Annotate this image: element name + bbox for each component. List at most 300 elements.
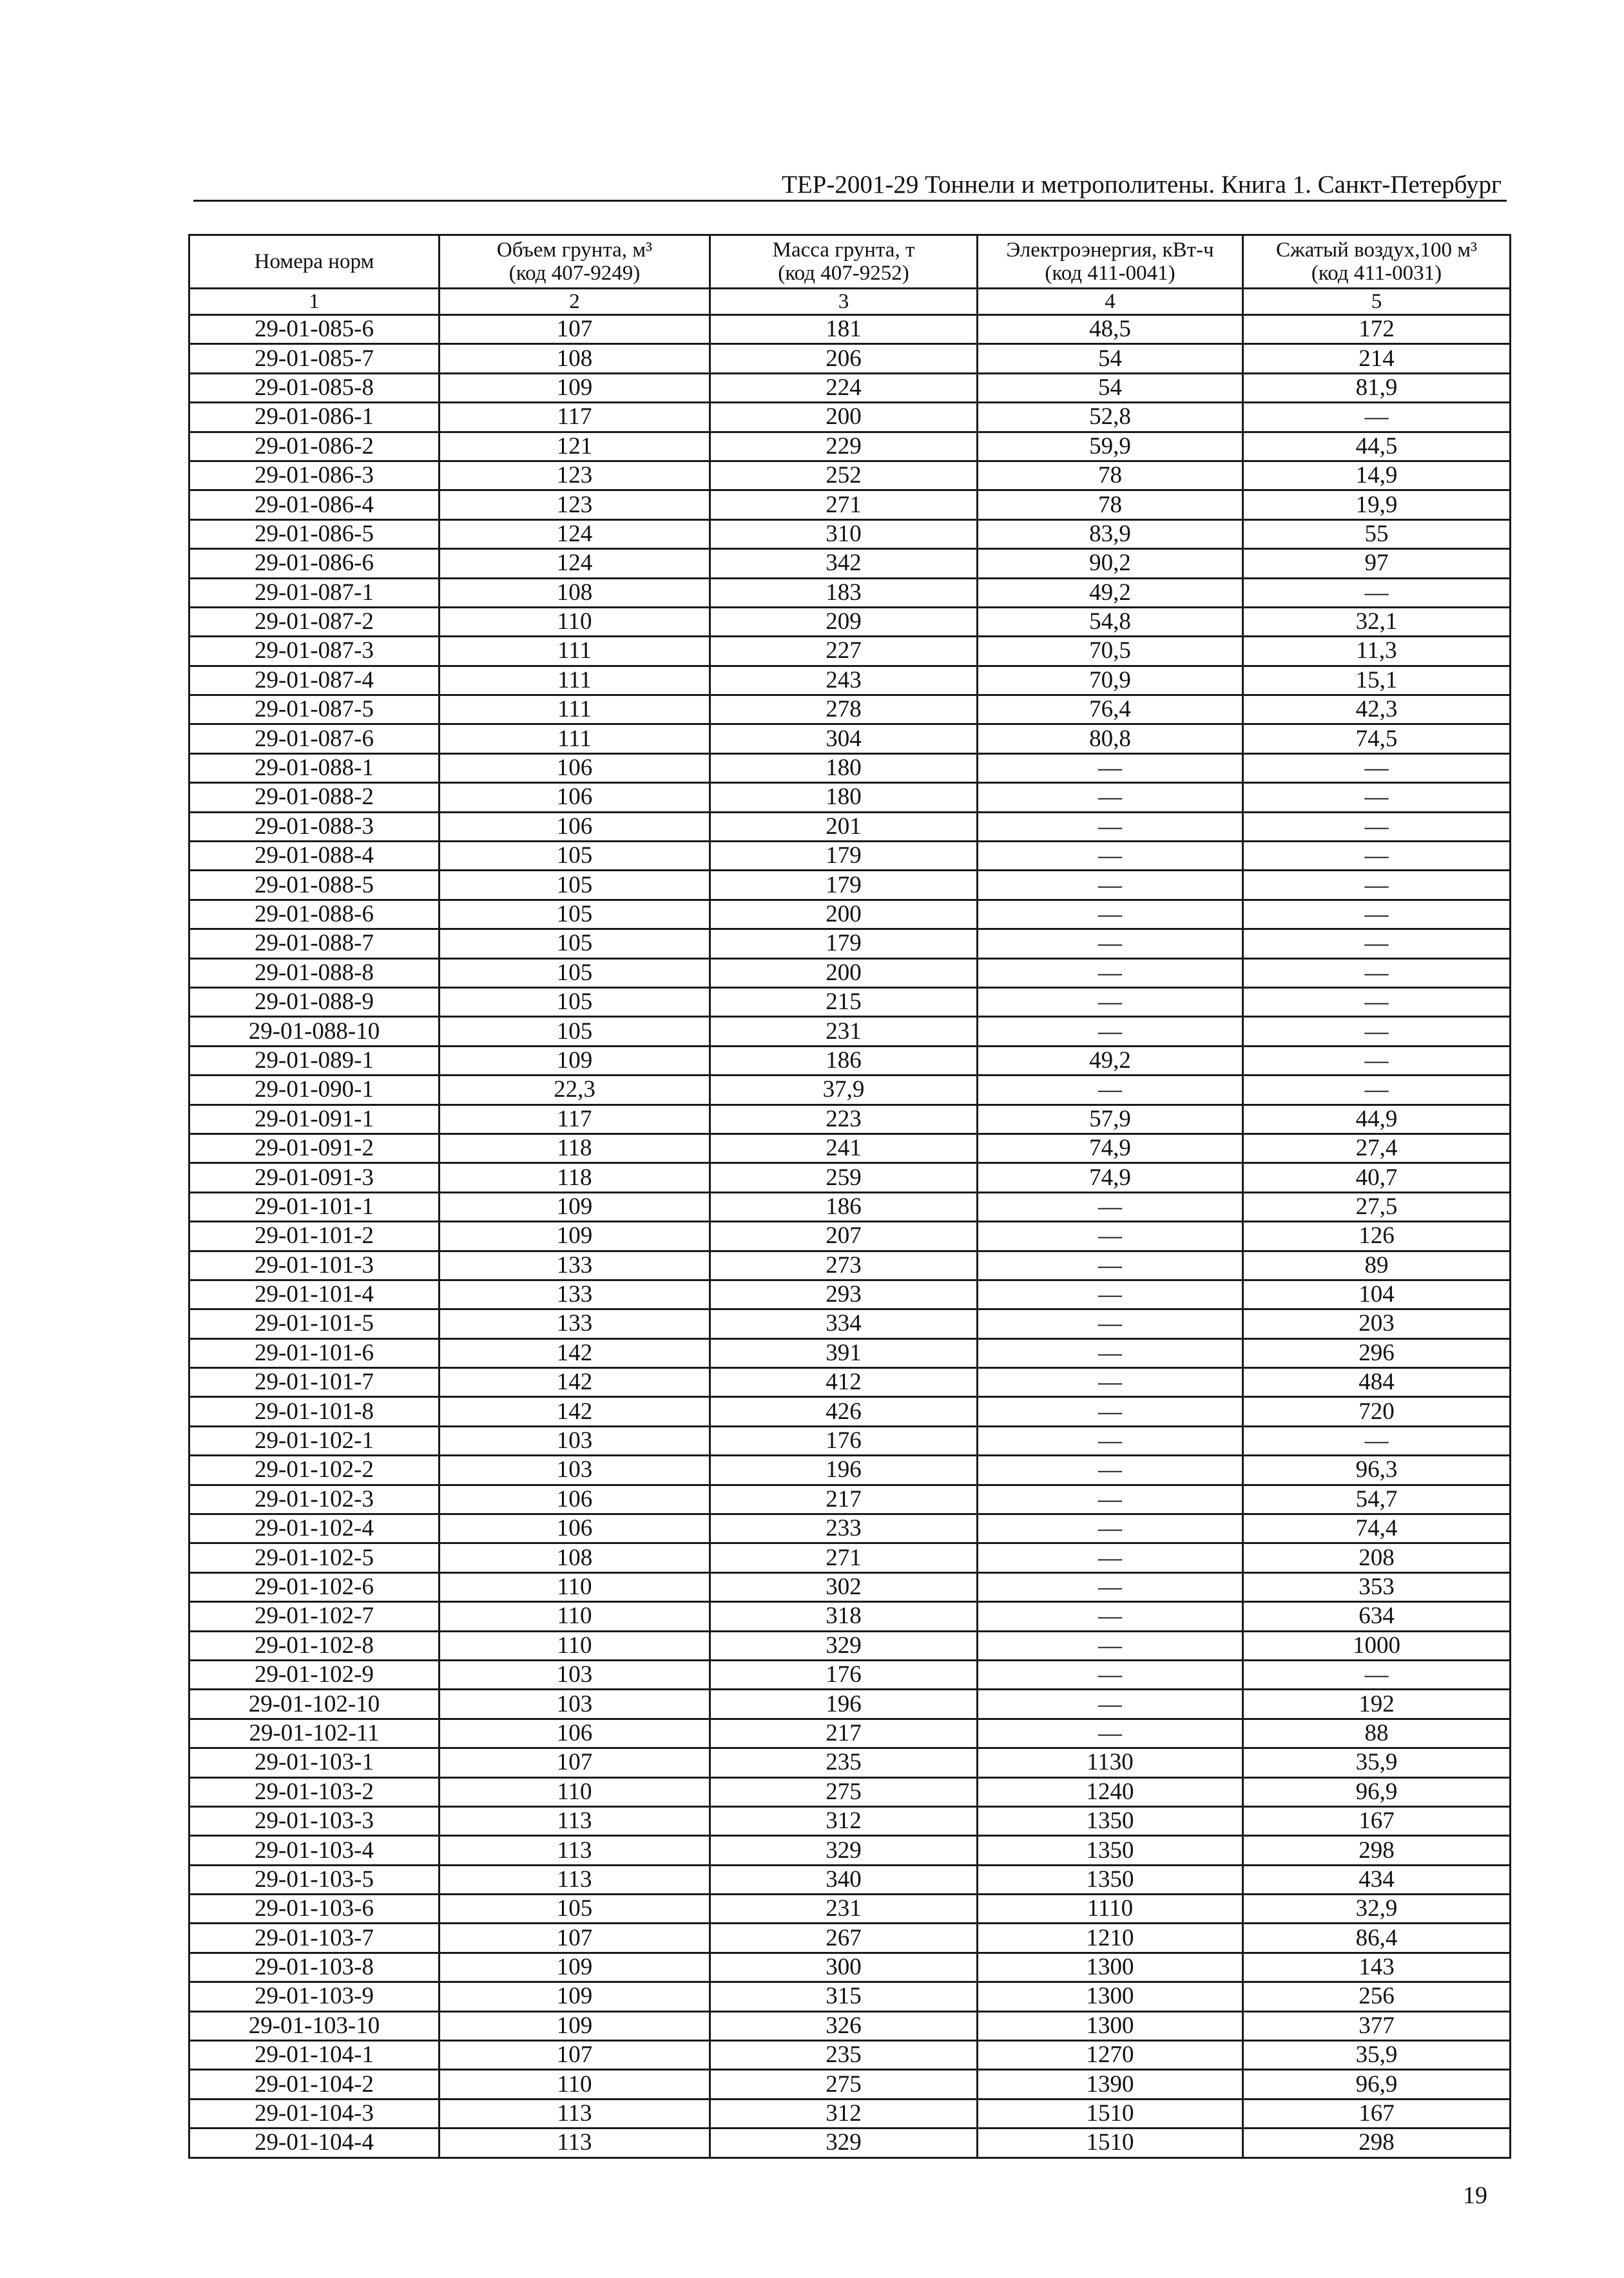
soil-mass-cell: 183 xyxy=(710,578,978,607)
norm-number-cell: 29-01-087-5 xyxy=(189,695,440,724)
electricity-cell: 70,5 xyxy=(978,637,1243,666)
table-row xyxy=(189,1953,1511,1982)
norm-number-cell: 29-01-085-6 xyxy=(189,315,440,344)
norm-number-cell: 29-01-087-2 xyxy=(189,607,440,636)
page-number: 19 xyxy=(1463,2182,1487,2209)
norm-number-cell: 29-01-088-2 xyxy=(189,783,440,812)
soil-volume-cell: 109 xyxy=(440,1982,710,2011)
soil-mass-cell: 334 xyxy=(710,1309,978,1338)
column-number: 3 xyxy=(710,289,978,315)
column-header-code: (код 411-0041) xyxy=(1045,262,1175,285)
soil-mass-cell: 412 xyxy=(710,1368,978,1397)
electricity-cell: 48,5 xyxy=(978,315,1243,344)
soil-volume-cell: 124 xyxy=(440,519,710,548)
table-row xyxy=(189,987,1511,1016)
soil-mass-cell: 200 xyxy=(710,900,978,929)
soil-mass-cell: 209 xyxy=(710,607,978,636)
electricity-cell: 1240 xyxy=(978,1777,1243,1806)
compressed-air-cell: 172 xyxy=(1243,315,1511,344)
compressed-air-cell: 44,9 xyxy=(1243,1105,1511,1134)
electricity-cell: 78 xyxy=(978,461,1243,490)
electricity-cell: — xyxy=(978,987,1243,1016)
compressed-air-cell: 256 xyxy=(1243,1982,1511,2011)
soil-mass-cell: 215 xyxy=(710,987,978,1016)
soil-mass-cell: 235 xyxy=(710,1748,978,1777)
norm-number-cell: 29-01-102-9 xyxy=(189,1660,440,1689)
norm-number-cell: 29-01-101-8 xyxy=(189,1397,440,1426)
electricity-cell: — xyxy=(978,812,1243,841)
table-row xyxy=(189,1017,1511,1046)
soil-volume-cell: 107 xyxy=(440,1748,710,1777)
compressed-air-cell: 203 xyxy=(1243,1309,1511,1338)
soil-mass-cell: 243 xyxy=(710,666,978,695)
norm-number-cell: 29-01-088-6 xyxy=(189,900,440,929)
compressed-air-cell: — xyxy=(1243,1046,1511,1075)
table-row xyxy=(189,2070,1511,2099)
electricity-cell: 70,9 xyxy=(978,666,1243,695)
soil-mass-cell: 206 xyxy=(710,344,978,373)
soil-volume-cell: 133 xyxy=(440,1251,710,1280)
soil-mass-cell: 186 xyxy=(710,1046,978,1075)
norm-number-cell: 29-01-086-3 xyxy=(189,461,440,490)
table-row xyxy=(189,1280,1511,1309)
electricity-cell: 90,2 xyxy=(978,549,1243,578)
compressed-air-cell: 81,9 xyxy=(1243,373,1511,402)
soil-mass-cell: 179 xyxy=(710,842,978,871)
table-row xyxy=(189,1602,1511,1631)
soil-volume-cell: 103 xyxy=(440,1660,710,1689)
soil-volume-cell: 113 xyxy=(440,2099,710,2128)
soil-mass-cell: 227 xyxy=(710,637,978,666)
soil-mass-cell: 259 xyxy=(710,1163,978,1192)
table-row xyxy=(189,315,1511,344)
norm-number-cell: 29-01-086-4 xyxy=(189,490,440,519)
table-row xyxy=(189,1222,1511,1251)
compressed-air-cell: 208 xyxy=(1243,1543,1511,1572)
table-row xyxy=(189,403,1511,432)
electricity-cell: — xyxy=(978,1719,1243,1748)
electricity-cell: — xyxy=(978,1426,1243,1455)
table-row xyxy=(189,1192,1511,1221)
soil-mass-cell: 37,9 xyxy=(710,1076,978,1105)
norms-table xyxy=(188,234,1511,2159)
table-row xyxy=(189,666,1511,695)
electricity-cell: — xyxy=(978,900,1243,929)
soil-mass-cell: 217 xyxy=(710,1485,978,1514)
soil-mass-cell: 229 xyxy=(710,432,978,461)
electricity-cell: 54,8 xyxy=(978,607,1243,636)
soil-mass-cell: 293 xyxy=(710,1280,978,1309)
compressed-air-cell: 484 xyxy=(1243,1368,1511,1397)
soil-volume-cell: 106 xyxy=(440,753,710,782)
table-row xyxy=(189,607,1511,636)
column-number: 4 xyxy=(978,289,1243,315)
norm-number-cell: 29-01-086-2 xyxy=(189,432,440,461)
soil-mass-cell: 217 xyxy=(710,1719,978,1748)
table-row xyxy=(189,1690,1511,1719)
compressed-air-cell: 97 xyxy=(1243,549,1511,578)
soil-volume-cell: 124 xyxy=(440,549,710,578)
norm-number-cell: 29-01-101-4 xyxy=(189,1280,440,1309)
soil-mass-cell: 200 xyxy=(710,958,978,987)
soil-mass-cell: 278 xyxy=(710,695,978,724)
soil-volume-cell: 110 xyxy=(440,1572,710,1601)
soil-volume-cell: 106 xyxy=(440,812,710,841)
electricity-cell: — xyxy=(978,1631,1243,1660)
electricity-cell: 74,9 xyxy=(978,1134,1243,1163)
soil-mass-cell: 342 xyxy=(710,549,978,578)
compressed-air-cell: — xyxy=(1243,1017,1511,1046)
soil-mass-cell: 179 xyxy=(710,929,978,958)
soil-mass-cell: 196 xyxy=(710,1456,978,1485)
column-header-code: (код 407-9249) xyxy=(508,262,641,285)
compressed-air-cell: 35,9 xyxy=(1243,1748,1511,1777)
norm-number-cell: 29-01-085-7 xyxy=(189,344,440,373)
electricity-cell: 54 xyxy=(978,344,1243,373)
soil-volume-cell: 113 xyxy=(440,1836,710,1865)
electricity-cell: 1350 xyxy=(978,1836,1243,1865)
compressed-air-cell: — xyxy=(1243,958,1511,987)
soil-volume-cell: 118 xyxy=(440,1163,710,1192)
column-header xyxy=(978,235,1243,289)
norm-number-cell: 29-01-101-2 xyxy=(189,1222,440,1251)
soil-volume-cell: 107 xyxy=(440,2041,710,2070)
soil-volume-cell: 103 xyxy=(440,1456,710,1485)
table-row xyxy=(189,637,1511,666)
table-row xyxy=(189,1806,1511,1835)
electricity-cell: 1350 xyxy=(978,1865,1243,1894)
compressed-air-cell: — xyxy=(1243,1426,1511,1455)
norm-number-cell: 29-01-102-11 xyxy=(189,1719,440,1748)
soil-mass-cell: 273 xyxy=(710,1251,978,1280)
electricity-cell: 1110 xyxy=(978,1895,1243,1924)
table-header-row xyxy=(189,235,1511,289)
compressed-air-cell: 377 xyxy=(1243,2011,1511,2040)
table-row xyxy=(189,1924,1511,1953)
soil-mass-cell: 201 xyxy=(710,812,978,841)
norm-number-cell: 29-01-102-8 xyxy=(189,1631,440,1660)
compressed-air-cell: 296 xyxy=(1243,1338,1511,1367)
table-row xyxy=(189,373,1511,402)
electricity-cell: — xyxy=(978,1280,1243,1309)
soil-mass-cell: 426 xyxy=(710,1397,978,1426)
compressed-air-cell: 214 xyxy=(1243,344,1511,373)
table-row xyxy=(189,1076,1511,1105)
norm-number-cell: 29-01-087-1 xyxy=(189,578,440,607)
electricity-cell: 1510 xyxy=(978,2099,1243,2128)
compressed-air-cell: 74,5 xyxy=(1243,724,1511,753)
soil-mass-cell: 315 xyxy=(710,1982,978,2011)
soil-volume-cell: 110 xyxy=(440,1602,710,1631)
table-row xyxy=(189,1338,1511,1367)
norm-number-cell: 29-01-090-1 xyxy=(189,1076,440,1105)
electricity-cell: — xyxy=(978,1397,1243,1426)
compressed-air-cell: 74,4 xyxy=(1243,1514,1511,1543)
table-row xyxy=(189,578,1511,607)
electricity-cell: 57,9 xyxy=(978,1105,1243,1134)
soil-mass-cell: 180 xyxy=(710,753,978,782)
soil-mass-cell: 329 xyxy=(710,1631,978,1660)
soil-volume-cell: 103 xyxy=(440,1426,710,1455)
soil-mass-cell: 304 xyxy=(710,724,978,753)
norm-number-cell: 29-01-086-5 xyxy=(189,519,440,548)
soil-mass-cell: 329 xyxy=(710,2128,978,2157)
column-number: 5 xyxy=(1243,289,1511,315)
soil-mass-cell: 275 xyxy=(710,1777,978,1806)
norm-number-cell: 29-01-103-6 xyxy=(189,1895,440,1924)
table-row xyxy=(189,1777,1511,1806)
table-row xyxy=(189,1456,1511,1485)
table-row xyxy=(189,2011,1511,2040)
compressed-air-cell: 96,9 xyxy=(1243,2070,1511,2099)
electricity-cell: 78 xyxy=(978,490,1243,519)
soil-mass-cell: 207 xyxy=(710,1222,978,1251)
soil-volume-cell: 105 xyxy=(440,987,710,1016)
electricity-cell: — xyxy=(978,753,1243,782)
electricity-cell: — xyxy=(978,1222,1243,1251)
soil-mass-cell: 252 xyxy=(710,461,978,490)
electricity-cell: 1300 xyxy=(978,2011,1243,2040)
column-number-row xyxy=(189,289,1511,315)
soil-mass-cell: 224 xyxy=(710,373,978,402)
soil-volume-cell: 109 xyxy=(440,1222,710,1251)
electricity-cell: 1300 xyxy=(978,1982,1243,2011)
norm-number-cell: 29-01-101-7 xyxy=(189,1368,440,1397)
table-row xyxy=(189,1163,1511,1192)
norm-number-cell: 29-01-102-6 xyxy=(189,1572,440,1601)
soil-mass-cell: 200 xyxy=(710,403,978,432)
soil-mass-cell: 340 xyxy=(710,1865,978,1894)
soil-volume-cell: 109 xyxy=(440,1046,710,1075)
table-row xyxy=(189,1836,1511,1865)
soil-mass-cell: 318 xyxy=(710,1602,978,1631)
electricity-cell: — xyxy=(978,1076,1243,1105)
table-row xyxy=(189,461,1511,490)
electricity-cell: 1350 xyxy=(978,1806,1243,1835)
compressed-air-cell: 35,9 xyxy=(1243,2041,1511,2070)
electricity-cell: — xyxy=(978,1485,1243,1514)
soil-mass-cell: 275 xyxy=(710,2070,978,2099)
soil-mass-cell: 302 xyxy=(710,1572,978,1601)
electricity-cell: 1300 xyxy=(978,1953,1243,1982)
norm-number-cell: 29-01-085-8 xyxy=(189,373,440,402)
norm-number-cell: 29-01-089-1 xyxy=(189,1046,440,1075)
electricity-cell: 1210 xyxy=(978,1924,1243,1953)
soil-volume-cell: 123 xyxy=(440,461,710,490)
soil-volume-cell: 121 xyxy=(440,432,710,461)
table-row xyxy=(189,1134,1511,1163)
compressed-air-cell: 42,3 xyxy=(1243,695,1511,724)
soil-mass-cell: 231 xyxy=(710,1895,978,1924)
electricity-cell: — xyxy=(978,1660,1243,1689)
table-row xyxy=(189,1865,1511,1894)
norm-number-cell: 29-01-103-2 xyxy=(189,1777,440,1806)
compressed-air-cell: 27,4 xyxy=(1243,1134,1511,1163)
soil-mass-cell: 300 xyxy=(710,1953,978,1982)
table-row xyxy=(189,432,1511,461)
norm-number-cell: 29-01-088-3 xyxy=(189,812,440,841)
table-row xyxy=(189,1982,1511,2011)
norm-number-cell: 29-01-102-2 xyxy=(189,1456,440,1485)
soil-volume-cell: 107 xyxy=(440,1924,710,1953)
norm-number-cell: 29-01-088-10 xyxy=(189,1017,440,1046)
soil-volume-cell: 108 xyxy=(440,578,710,607)
soil-volume-cell: 106 xyxy=(440,1485,710,1514)
electricity-cell: — xyxy=(978,1602,1243,1631)
norm-number-cell: 29-01-103-3 xyxy=(189,1806,440,1835)
soil-volume-cell: 117 xyxy=(440,1105,710,1134)
norm-number-cell: 29-01-102-10 xyxy=(189,1690,440,1719)
column-number: 2 xyxy=(440,289,710,315)
table-row xyxy=(189,1543,1511,1572)
norm-number-cell: 29-01-101-5 xyxy=(189,1309,440,1338)
soil-volume-cell: 109 xyxy=(440,1192,710,1221)
soil-volume-cell: 103 xyxy=(440,1690,710,1719)
electricity-cell: — xyxy=(978,871,1243,900)
column-header-name: Объем грунта, м³ xyxy=(496,238,653,262)
table-row xyxy=(189,1309,1511,1338)
electricity-cell: — xyxy=(978,1192,1243,1221)
table-row xyxy=(189,2041,1511,2070)
norm-number-cell: 29-01-101-3 xyxy=(189,1251,440,1280)
page-header-title: ТЕР-2001-29 Тоннели и метрополитены. Книга 1. Санкт-Петербург xyxy=(782,171,1502,198)
electricity-cell: — xyxy=(978,1543,1243,1572)
soil-mass-cell: 267 xyxy=(710,1924,978,1953)
soil-volume-cell: 106 xyxy=(440,1514,710,1543)
compressed-air-cell: 11,3 xyxy=(1243,637,1511,666)
compressed-air-cell: — xyxy=(1243,929,1511,958)
compressed-air-cell: 55 xyxy=(1243,519,1511,548)
soil-mass-cell: 312 xyxy=(710,2099,978,2128)
electricity-cell: 76,4 xyxy=(978,695,1243,724)
compressed-air-cell: 720 xyxy=(1243,1397,1511,1426)
compressed-air-cell: 298 xyxy=(1243,1836,1511,1865)
column-header-name: Масса грунта, т xyxy=(772,238,915,262)
soil-mass-cell: 241 xyxy=(710,1134,978,1163)
compressed-air-cell: 1000 xyxy=(1243,1631,1511,1660)
compressed-air-cell: 14,9 xyxy=(1243,461,1511,490)
norm-number-cell: 29-01-088-7 xyxy=(189,929,440,958)
norm-number-cell: 29-01-088-9 xyxy=(189,987,440,1016)
compressed-air-cell: — xyxy=(1243,842,1511,871)
table-row xyxy=(189,871,1511,900)
soil-mass-cell: 180 xyxy=(710,783,978,812)
soil-volume-cell: 117 xyxy=(440,403,710,432)
compressed-air-cell: 353 xyxy=(1243,1572,1511,1601)
soil-volume-cell: 113 xyxy=(440,2128,710,2157)
table-row xyxy=(189,1426,1511,1455)
soil-volume-cell: 110 xyxy=(440,1777,710,1806)
norm-number-cell: 29-01-087-3 xyxy=(189,637,440,666)
compressed-air-cell: — xyxy=(1243,812,1511,841)
compressed-air-cell: 104 xyxy=(1243,1280,1511,1309)
norm-number-cell: 29-01-102-3 xyxy=(189,1485,440,1514)
compressed-air-cell: — xyxy=(1243,871,1511,900)
column-header-name: Номера норм xyxy=(254,250,374,273)
compressed-air-cell: — xyxy=(1243,403,1511,432)
soil-volume-cell: 105 xyxy=(440,1017,710,1046)
table-row xyxy=(189,1572,1511,1601)
header-rule xyxy=(193,200,1507,202)
soil-mass-cell: 181 xyxy=(710,315,978,344)
electricity-cell: — xyxy=(978,783,1243,812)
norm-number-cell: 29-01-091-1 xyxy=(189,1105,440,1134)
soil-volume-cell: 109 xyxy=(440,373,710,402)
table-body xyxy=(189,315,1511,2158)
soil-volume-cell: 109 xyxy=(440,2011,710,2040)
norm-number-cell: 29-01-091-3 xyxy=(189,1163,440,1192)
soil-mass-cell: 179 xyxy=(710,871,978,900)
compressed-air-cell: 89 xyxy=(1243,1251,1511,1280)
electricity-cell: 49,2 xyxy=(978,578,1243,607)
electricity-cell: 74,9 xyxy=(978,1163,1243,1192)
norm-number-cell: 29-01-104-4 xyxy=(189,2128,440,2157)
electricity-cell: — xyxy=(978,1368,1243,1397)
electricity-cell: — xyxy=(978,1514,1243,1543)
table-row xyxy=(189,812,1511,841)
electricity-cell: 83,9 xyxy=(978,519,1243,548)
column-header-code: (код 411-0031) xyxy=(1311,262,1442,285)
table-row xyxy=(189,1748,1511,1777)
soil-volume-cell: 110 xyxy=(440,2070,710,2099)
norm-number-cell: 29-01-101-6 xyxy=(189,1338,440,1367)
soil-volume-cell: 113 xyxy=(440,1865,710,1894)
electricity-cell: — xyxy=(978,1017,1243,1046)
norm-number-cell: 29-01-104-2 xyxy=(189,2070,440,2099)
compressed-air-cell: — xyxy=(1243,578,1511,607)
compressed-air-cell: 96,3 xyxy=(1243,1456,1511,1485)
norm-number-cell: 29-01-088-8 xyxy=(189,958,440,987)
column-header xyxy=(440,235,710,289)
electricity-cell: 80,8 xyxy=(978,724,1243,753)
soil-volume-cell: 142 xyxy=(440,1338,710,1367)
soil-volume-cell: 123 xyxy=(440,490,710,519)
compressed-air-cell: 54,7 xyxy=(1243,1485,1511,1514)
table-row xyxy=(189,2128,1511,2157)
norm-number-cell: 29-01-087-4 xyxy=(189,666,440,695)
compressed-air-cell: 96,9 xyxy=(1243,1777,1511,1806)
soil-volume-cell: 111 xyxy=(440,724,710,753)
soil-volume-cell: 105 xyxy=(440,958,710,987)
soil-volume-cell: 109 xyxy=(440,1953,710,1982)
soil-mass-cell: 223 xyxy=(710,1105,978,1134)
norm-number-cell: 29-01-101-1 xyxy=(189,1192,440,1221)
table-row xyxy=(189,1397,1511,1426)
norm-number-cell: 29-01-088-5 xyxy=(189,871,440,900)
compressed-air-cell: 44,5 xyxy=(1243,432,1511,461)
norm-number-cell: 29-01-103-8 xyxy=(189,1953,440,1982)
table-row xyxy=(189,958,1511,987)
column-header-name: Электроэнергия, кВт-ч xyxy=(1006,238,1214,262)
compressed-air-cell: 32,1 xyxy=(1243,607,1511,636)
soil-mass-cell: 326 xyxy=(710,2011,978,2040)
soil-volume-cell: 105 xyxy=(440,929,710,958)
soil-volume-cell: 133 xyxy=(440,1309,710,1338)
table-row xyxy=(189,753,1511,782)
electricity-cell: 54 xyxy=(978,373,1243,402)
norm-number-cell: 29-01-086-6 xyxy=(189,549,440,578)
soil-volume-cell: 106 xyxy=(440,783,710,812)
norm-number-cell: 29-01-102-1 xyxy=(189,1426,440,1455)
compressed-air-cell: — xyxy=(1243,1076,1511,1105)
soil-volume-cell: 108 xyxy=(440,1543,710,1572)
soil-mass-cell: 312 xyxy=(710,1806,978,1835)
compressed-air-cell: 126 xyxy=(1243,1222,1511,1251)
electricity-cell: 1390 xyxy=(978,2070,1243,2099)
table-row xyxy=(189,1719,1511,1748)
table-row xyxy=(189,1660,1511,1689)
norm-number-cell: 29-01-087-6 xyxy=(189,724,440,753)
